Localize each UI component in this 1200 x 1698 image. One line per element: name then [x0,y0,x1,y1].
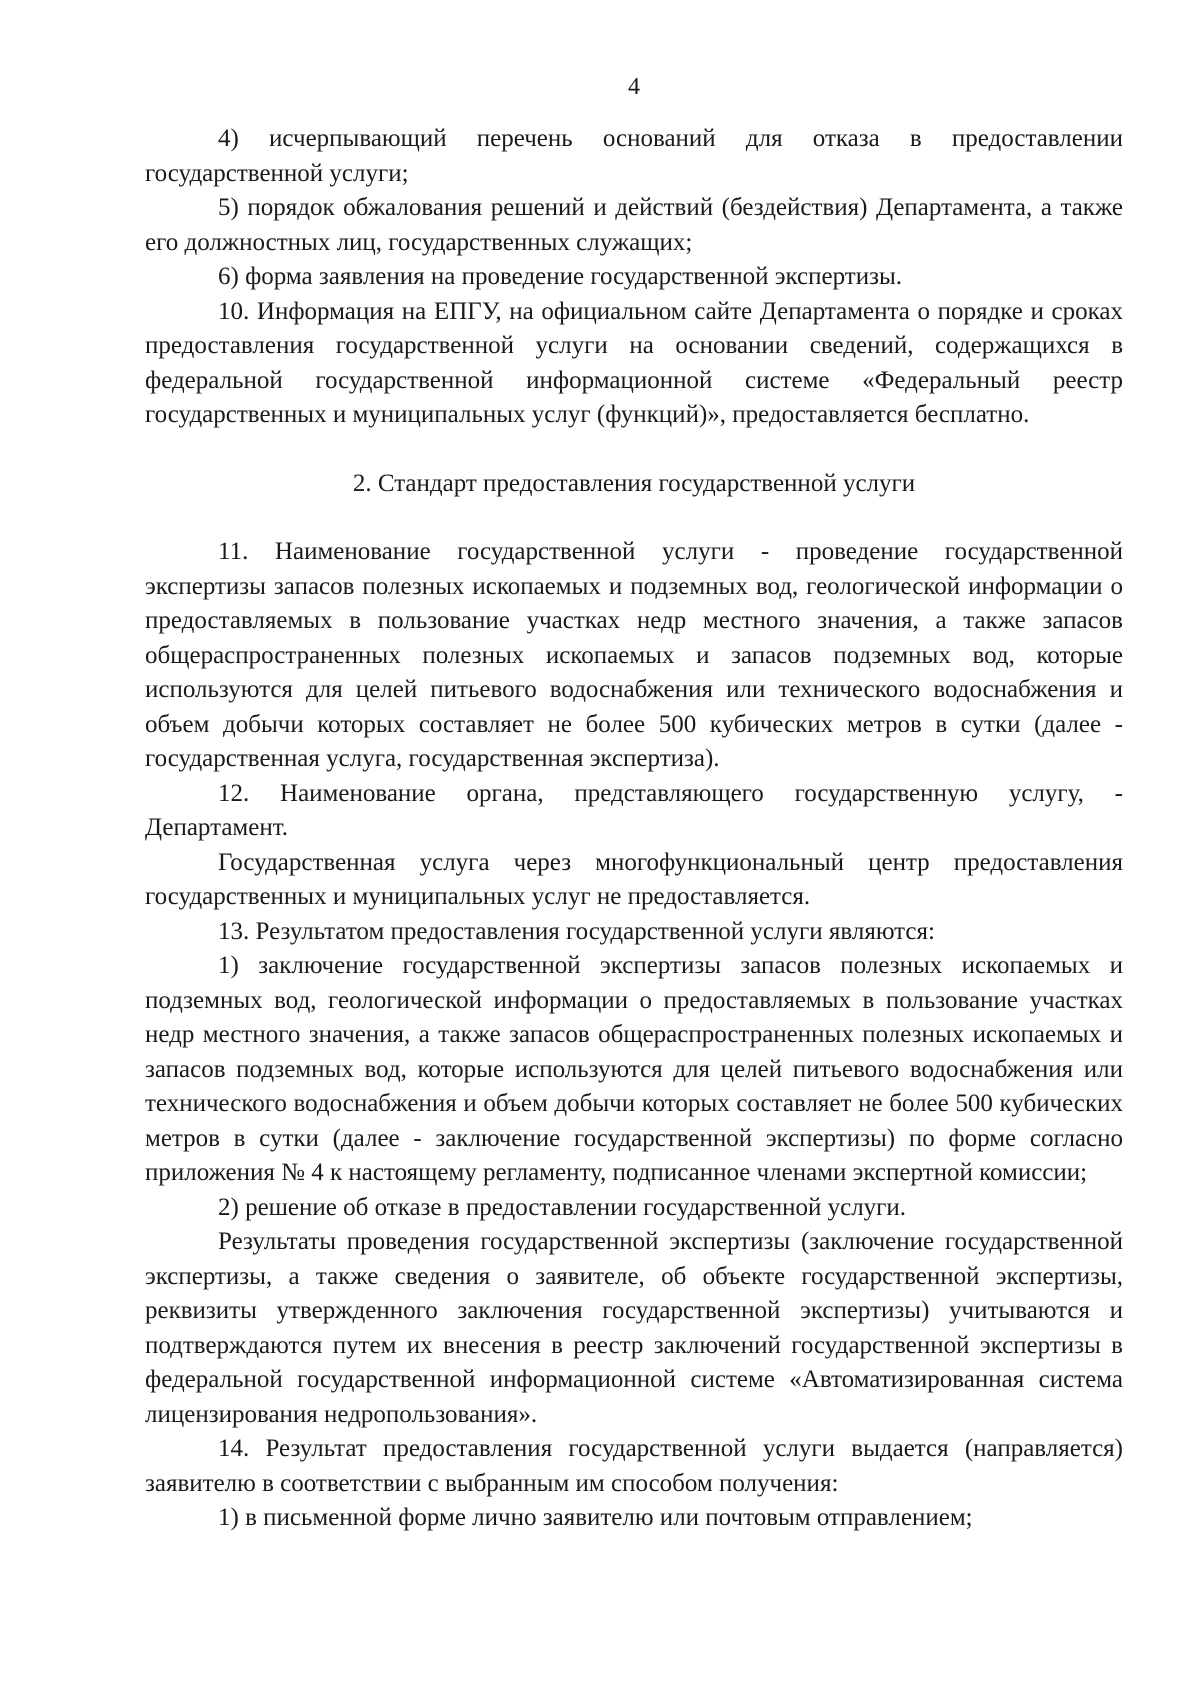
paragraph: 10. Информация на ЕПГУ, на официальном сайте Департамента о порядке и сроках предоставления государственной услуги на основании сведений, содержащихся в федеральной государственной информационной системе «Федеральный реестр государственных и муниципальных услуг (функций)», предоставляется бесплатно. [145,297,1123,428]
paragraph: 12. Наименование органа, представляющего государственную услугу, - Департамент. [145,779,1123,841]
paragraph: Государственная услуга через многофункциональный центр предоставления государственных и муниципальных услуг не предоставляется. [145,848,1123,910]
paragraph: 2) решение об отказе в предоставлении государственной услуги. [218,1193,907,1221]
paragraph: 1) в письменной форме лично заявителю или почтовым отправлением; [218,1504,973,1531]
paragraph: 11. Наименование государственной услуги - проведение государственной экспертизы запасов полезных ископаемых и подземных вод, геологической информации о предоставляемых в пользование участках недр местного значения, а также запасов общераспространенных полезных ископаемых и запасов подземных вод, которые используются для целей питьевого водоснабжения или технического водоснабжения и объем добычи которых составляет не более 500 кубических метров в сутки (далее - государственная услуга, государственная экспертиза). [145,538,1123,772]
paragraph: 13. Результатом предоставления государственной услуги являются: [218,917,935,945]
paragraph: 6) форма заявления на проведение государственной экспертизы. [218,263,903,290]
paragraph: 1) заключение государственной экспертизы запасов полезных ископаемых и подземных вод, геологической информации о предоставляемых в пользование участках недр местного значения, а также запасов общераспространенных полезных ископаемых и запасов подземных вод, которые используются для целей питьевого водоснабжения или технического водоснабжения и объем добычи которых составляет не более 500 кубических метров в сутки (далее - заключение государственной экспертизы) по форме согласно приложения № 4 к настоящему регламенту, подписанное членами экспертной комиссии; [145,952,1123,1186]
section-heading: 2. Стандарт предоставления государственной услуги [352,469,916,497]
page-number: 4 [628,74,640,100]
paragraph: 4) исчерпывающий перечень оснований для отказа в предоставлении государственной услуги; [145,125,1123,187]
paragraph: Результаты проведения государственной экспертизы (заключение государственной экспертизы, а также сведения о заявителе, об объекте государственной экспертизы, реквизиты утвержденного заключения государственной экспертизы) учитываются и подтверждаются путем их внесения в реестр заключений государственной экспертизы в федеральной государственной информационной системе «Автоматизированная система лицензирования недропользования». [145,1228,1123,1428]
paragraph: 5) порядок обжалования решений и действий (бездействия) Департамента, а также его должностных лиц, государственных служащих; [145,194,1123,256]
paragraph: 14. Результат предоставления государственной услуги выдается (направляется) заявителю в соответствии с выбранным им способом получения: [145,1435,1123,1497]
document-page [145,70,1123,1536]
